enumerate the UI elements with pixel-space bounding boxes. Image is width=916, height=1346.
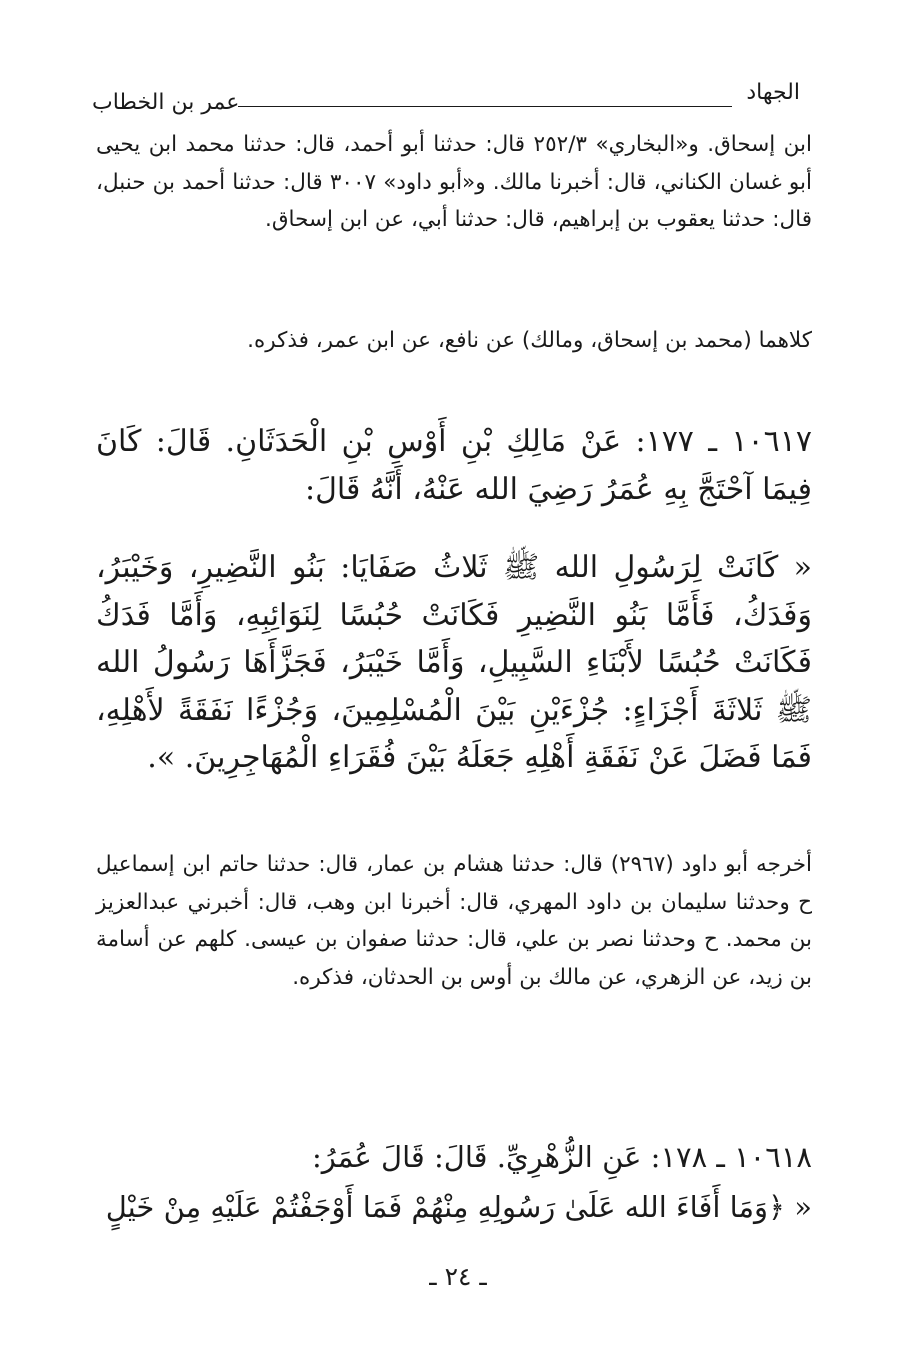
hadith-178-intro: ١٠٦١٨ ـ ١٧٨: عَنِ الزُّهْرِيِّ. قَالَ: قَالَ عُمَرُ: (311, 1140, 812, 1174)
sources-paragraph-1: ابن إسحاق. و«البخاري» ٢٥٢/٣ قال: حدثنا أبو أحمد، قال: حدثنا محمد ابن يحيى أبو غسان الكناني، قال: أخبرنا مالك. و«أبو داود» ٣٠٠٧ قال: حدثنا أحمد بن حنبل، قال: حدثنا يعقوب بن إبراهيم، قال: حدثنا أبي، عن ابن إسحاق. (96, 132, 813, 232)
page-number: ـ ٢٤ ـ (429, 1262, 487, 1291)
section-title: عمر بن الخطاب (92, 90, 240, 115)
sources-paragraph-2: أخرجه أبو داود (٢٩٦٧) قال: حدثنا هشام بن عمار، قال: حدثنا حاتم ابن إسماعيل ح وحدثنا سليمان بن داود المهري، قال: أخبرنا ابن وهب، قال: أخبرني عبدالعزيز بن محمد. ح وحدثنا نصر بن علي، قال: حدثنا صفوان بن عيسى. كلهم عن أسامة بن زيد، عن الزهري، عن مالك بن أوس بن الحدثان، فذكره. (96, 852, 813, 990)
note-paragraph: كلاهما (محمد بن إسحاق، ومالك) عن نافع، عن ابن عمر، فذكره. (247, 328, 812, 353)
header-rule (238, 106, 732, 107)
hadith-177-intro: ١٠٦١٧ ـ ١٧٧: عَنْ مَالِكِ بْنِ أَوْسِ بْنِ الْحَدَثَانِ. قَالَ: كَانَ فِيمَا آحْتَجَّ بِهِ عُمَرُ رَضِيَ الله عَنْهُ، أَنَّهُ قَالَ: (96, 424, 812, 507)
chapter-title: الجهاد (746, 80, 800, 105)
hadith-177-text: « كَانَتْ لِرَسُولِ الله ﷺ ثَلاثُ صَفَايَا: بَنُو النَّضِيرِ، وَخَيْبَرُ، وَفَدَكُ، فَأَمَّا بَنُو النَّضِيرِ فَكَانَتْ حُبُسًا لِنَوَائِبِهِ، وَأَمَّا فَدَكُ فَكَانَتْ حُبُسًا لأَبْنَاءِ السَّبِيلِ، وَأَمَّا خَيْبَرُ، فَجَزَّأَهَا رَسُولُ الله ﷺ ثَلاثَةَ أَجْزَاءٍ: جُزْءَيْنِ بَيْنَ الْمُسْلِمِينَ، وَجُزْءًا نَفَقَةً لأَهْلِهِ، فَمَا فَضَلَ عَنْ نَفَقَةِ أَهْلِهِ جَعَلَهُ بَيْنَ فُقَرَاءِ الْمُهَاجِرِينَ. ». (96, 550, 812, 775)
running-header (92, 80, 800, 114)
hadith-178-text: « ﴿وَمَا أَفَاءَ الله عَلَىٰ رَسُولِهِ مِنْهُمْ فَمَا أَوْجَفْتُمْ عَلَيْهِ مِنْ خَيْلٍ (105, 1190, 812, 1224)
